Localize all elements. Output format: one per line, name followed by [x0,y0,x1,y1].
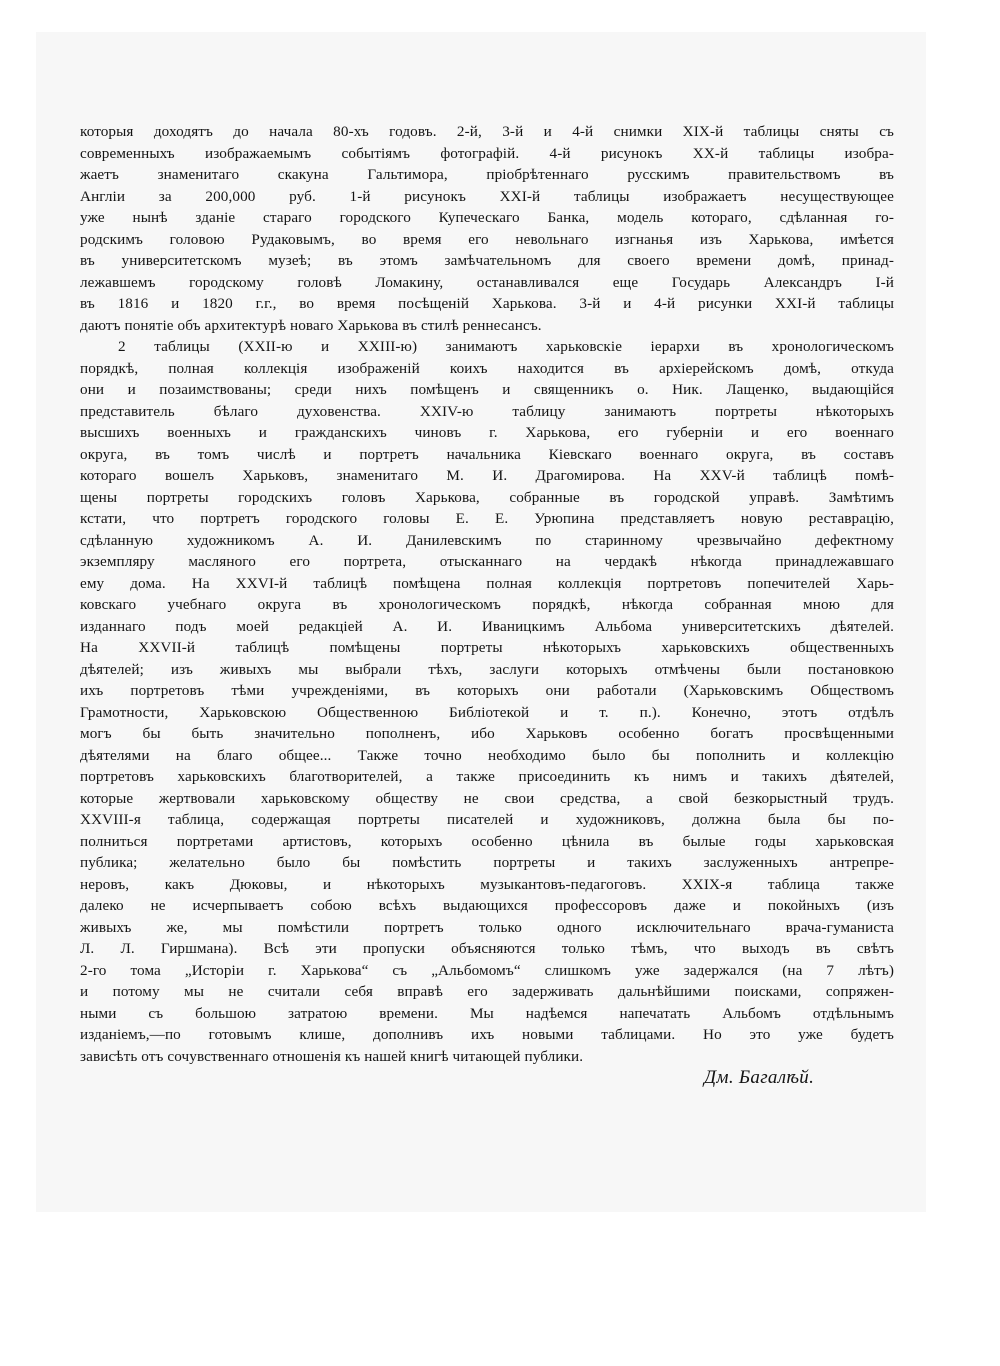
text-line: и потому мы не считали себя вправѣ его задерживать дальнѣйшими поисками, сопряжен- [80,983,894,1000]
text-line: сдѣланную художникомъ А. И. Данилевскимъ по старинному чрезвычайно дефектному [80,531,894,549]
text-line: котораго вошелъ Харьковъ, знаменитаго М. И. Драгомирова. На XXV-й таблицѣ помѣ- [80,467,894,484]
text-line: далеко не исчерпываетъ собою всѣхъ выдающихся профессоровъ даже и покойныхъ (изъ [80,897,894,914]
text-line: современныхъ изображаемымъ событіямъ фотографій. 4-й рисунокъ XX-й таблицы изобра- [80,144,894,162]
text-line: дѣятелями на благо общее... Также точно необходимо было бы пополнить и коллекцію [80,746,894,764]
text-line: порядкѣ, полная коллекція изображеній коихъ находится въ архіерейскомъ домѣ, откуда [80,359,894,377]
text-line: живыхъ же, мы помѣстили портретъ только одного исключительнаго врача-гуманиста [80,918,894,936]
text-line: изданнаго подъ моей редакціей А. И. Иваницкимъ Альбома университетскихъ дѣятелей. [80,617,894,635]
text-line: кстати, что портретъ городского головы Е. Е. Урюпина представляетъ новую реставрацію, [80,510,894,527]
text-line: округа, въ томъ числѣ и портретъ начальника Кіевскаго военнаго округа, въ составъ [80,445,894,463]
text-line: уже нынѣ зданіе стараго городского Купеческаго Банка, модель котораго, сдѣланная го- [80,209,894,226]
text-line: Л. Л. Гиршмана). Всѣ эти пропуски объясняются только тѣмъ, что выходъ въ свѣтъ [80,940,894,957]
text-line: представитель бѣлаго духовенства. XXIV-ю таблицу занимаютъ портреты нѣкоторыхъ [80,402,894,420]
text-line: дѣятелей; изъ живыхъ мы выбрали тѣхъ, заслуги которыхъ отмѣчены были постановкою [80,660,894,678]
document-body [80,121,894,1067]
text-line: XXVIII-я таблица, содержащая портреты писателей и художниковъ, должна была бы по- [80,811,894,828]
text-line: даютъ понятіе объ архитектурѣ новаго Харькова въ стилѣ реннесансъ. [80,316,542,334]
text-line: которыя доходятъ до начала 80-хъ годовъ. 2-й, 3-й и 4-й снимки XIX-й таблицы сняты съ [80,123,894,140]
text-line: въ 1816 и 1820 г.г., во время посѣщеній Харькова. 3-й и 4-й рисунки XXI-й таблицы [80,295,894,312]
text-line: зависѣть отъ сочувственнаго отношенія къ нашей книгѣ читающей публики. [80,1047,584,1065]
paragraph-2 [80,336,894,1067]
text-line: портретовъ харьковскихъ благотворителей, а также присоединить къ нимъ и такихъ дѣятелей, [80,768,894,785]
text-line: лежавшемъ городскому головѣ Ломакину, останавливался еще Государь Александръ I-й [80,273,894,291]
text-line: они и позаимствованы; среди нихъ помѣщенъ и священникъ о. Ник. Лащенко, выдающійся [80,381,894,398]
text-line: Англіи за 200,000 руб. 1-й рисунокъ XXI-й таблицы изображаетъ несуществующее [80,187,894,205]
author-signature: Дм. Багалѣй. [704,1067,815,1088]
text-line: ковскаго учебнаго округа въ хронологическомъ порядкѣ, нѣкогда собранная мною для [80,596,894,613]
text-line: 2 таблицы (XXII-ю и XXIII-ю) занимаютъ харьковскіе іерархи въ хронологическомъ [118,338,894,355]
text-line: ихъ портретовъ тѣми учрежденіями, въ которыхъ они работали (Харьковскимъ Обществомъ [80,682,894,699]
text-line: публика; желательно было бы помѣстить портреты и такихъ заслуженныхъ антрепре- [80,854,894,871]
text-line: жаетъ знаменитаго скакуна Гальтимора, пріобрѣтеннаго русскимъ правительствомъ въ [80,166,894,183]
text-line: могъ бы быть значительно пополненъ, ибо Харьковъ особенно богатъ просвѣщенными [80,725,894,742]
text-line: Грамотности, Харьковскою Общественною Библіотекой и т. п.). Конечно, этотъ отдѣлъ [80,703,894,721]
text-line: щены портреты городскихъ головъ Харькова, собранные въ городской управѣ. Замѣтимъ [80,488,894,506]
text-line: въ университетскомъ музеѣ; въ этомъ замѣчательномъ для своего времени домѣ, принад- [80,252,894,269]
paragraph-1 [80,121,894,336]
text-line: родскимъ головою Рудаковымъ, во время его невольнаго изгнанья изъ Харькова, имѣется [80,230,894,248]
text-line: полниться портретами артистовъ, которыхъ особенно цѣнила въ былые годы харьковская [80,832,894,850]
text-line: высшихъ военныхъ и гражданскихъ чиновъ г. Харькова, его губерніи и его военнаго [80,424,894,441]
text-line: На XXVII-й таблицѣ помѣщены портреты нѣкоторыхъ харьковскихъ общественныхъ [80,639,894,656]
text-line: 2-го тома „Исторіи г. Харькова“ съ „Альбомомъ“ слишкомъ уже задержался (на 7 лѣтъ) [80,961,894,979]
text-line: экземпляру масляного его портрета, отысканнаго на чердакѣ нѣкогда принадлежавшаго [80,553,894,570]
text-line: ему дома. На XXVI-й таблицѣ помѣщена полная коллекція портретовъ попечителей Харь- [80,574,894,592]
text-line: ными съ большою затратою времени. Мы надѣемся напечатать Альбомъ отдѣльнымъ [80,1004,894,1022]
text-line: изданіемъ,—по готовымъ клише, дополнивъ ихъ новыми таблицами. Но это уже будетъ [80,1026,894,1043]
text-line: неровъ, какъ Дюковы, и нѣкоторыхъ музыкантовъ-педагоговъ. XXIX-я таблица также [80,875,894,893]
text-line: которые жертвовали харьковскому обществу не свои средства, а свой безкорыстный трудъ. [80,789,894,807]
